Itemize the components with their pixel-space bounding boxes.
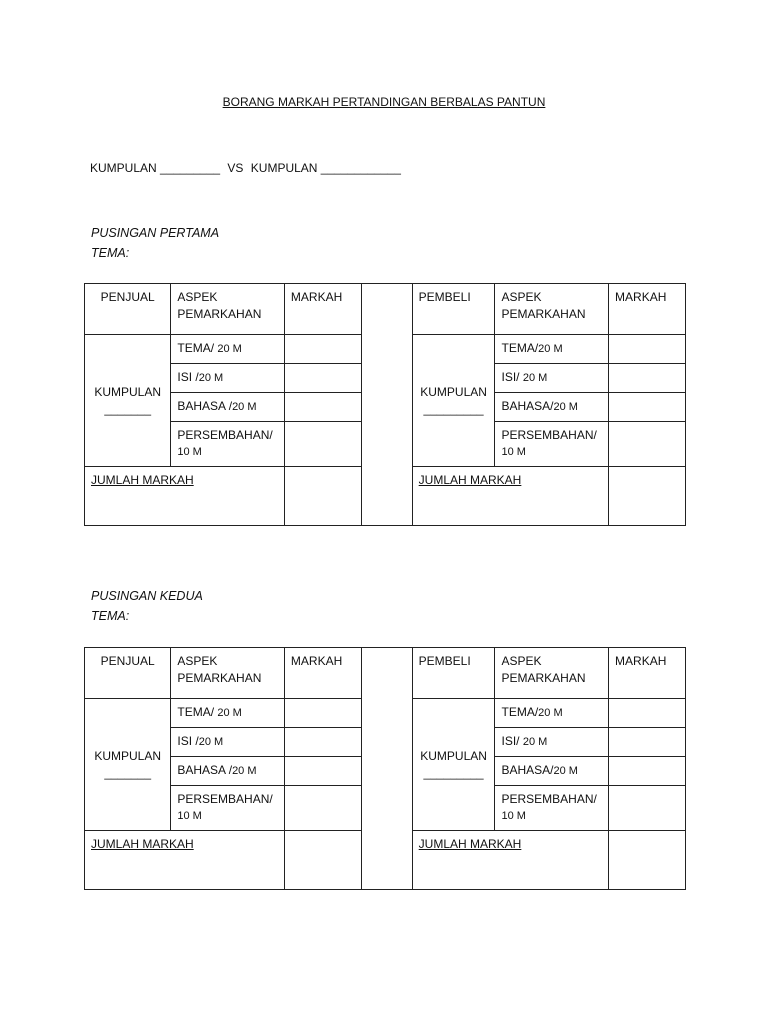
mark-cell[interactable]: [284, 699, 361, 728]
group-cell-left: KUMPULAN _______: [85, 335, 171, 467]
group-cell-right: KUMPULAN _________: [412, 335, 495, 467]
round-1-tema: TEMA:: [91, 246, 130, 260]
aspect-cell: BAHASA /20 M: [171, 757, 285, 786]
aspect-cell: TEMA/ 20 M: [171, 699, 285, 728]
aspect-cell: ISI /20 M: [171, 364, 285, 393]
round-1-score-table: [84, 283, 686, 526]
team-a-label: KUMPULAN _________: [90, 161, 221, 175]
aspect-cell: TEMA/20 M: [495, 699, 609, 728]
pembeli-header: PEMBELI: [412, 284, 495, 335]
mark-cell[interactable]: [284, 786, 361, 831]
aspect-cell: TEMA/20 M: [495, 335, 609, 364]
table-header-row: [85, 284, 686, 335]
round-2-label: PUSINGAN KEDUA: [91, 589, 203, 603]
aspect-cell: BAHASA/20 M: [495, 757, 609, 786]
aspect-header: ASPEK PEMARKAHAN: [495, 648, 609, 699]
round-2-score-table: [84, 647, 686, 890]
aspect-header: ASPEK PEMARKAHAN: [171, 284, 285, 335]
aspect-cell: PERSEMBAHAN/ 10 M: [171, 422, 285, 467]
total-mark-cell[interactable]: [284, 831, 361, 890]
mark-cell[interactable]: [609, 364, 686, 393]
total-mark-cell[interactable]: [609, 467, 686, 526]
mark-header: MARKAH: [609, 284, 686, 335]
aspect-cell: ISI /20 M: [171, 728, 285, 757]
round-2-heading: [91, 586, 203, 626]
mark-cell[interactable]: [609, 786, 686, 831]
aspect-cell: TEMA/ 20 M: [171, 335, 285, 364]
aspect-cell: BAHASA/20 M: [495, 393, 609, 422]
mark-cell[interactable]: [284, 422, 361, 467]
pembeli-header: PEMBELI: [412, 648, 495, 699]
mark-cell[interactable]: [609, 335, 686, 364]
mark-cell[interactable]: [284, 393, 361, 422]
mark-cell[interactable]: [609, 699, 686, 728]
total-label: JUMLAH MARKAH: [85, 831, 285, 890]
mark-cell[interactable]: [284, 728, 361, 757]
divider-column: [361, 284, 412, 526]
penjual-header: PENJUAL: [85, 284, 171, 335]
aspect-cell: PERSEMBAHAN/ 10 M: [171, 786, 285, 831]
page-title: BORANG MARKAH PERTANDINGAN BERBALAS PANTUN: [222, 95, 546, 109]
vs-label: VS: [227, 161, 244, 175]
total-label: JUMLAH MARKAH: [412, 467, 608, 526]
total-mark-cell[interactable]: [609, 831, 686, 890]
total-label: JUMLAH MARKAH: [412, 831, 608, 890]
round-1-heading: [91, 223, 219, 263]
aspect-header: ASPEK PEMARKAHAN: [495, 284, 609, 335]
group-cell-left: KUMPULAN _______: [85, 699, 171, 831]
aspect-cell: ISI/ 20 M: [495, 728, 609, 757]
aspect-cell: ISI/ 20 M: [495, 364, 609, 393]
mark-cell[interactable]: [284, 757, 361, 786]
aspect-header: ASPEK PEMARKAHAN: [171, 648, 285, 699]
table-header-row: [85, 648, 686, 699]
mark-cell[interactable]: [284, 335, 361, 364]
mark-cell[interactable]: [609, 393, 686, 422]
round-1-label: PUSINGAN PERTAMA: [91, 226, 220, 240]
penjual-header: PENJUAL: [85, 648, 171, 699]
aspect-cell: PERSEMBAHAN/ 10 M: [495, 422, 609, 467]
mark-cell[interactable]: [609, 422, 686, 467]
group-cell-right: KUMPULAN _________: [412, 699, 495, 831]
aspect-cell: BAHASA /20 M: [171, 393, 285, 422]
round-2-tema: TEMA:: [91, 609, 130, 623]
aspect-cell: PERSEMBAHAN/ 10 M: [495, 786, 609, 831]
mark-header: MARKAH: [609, 648, 686, 699]
mark-cell[interactable]: [609, 728, 686, 757]
mark-cell[interactable]: [284, 364, 361, 393]
total-mark-cell[interactable]: [284, 467, 361, 526]
team-b-label: KUMPULAN ____________: [250, 161, 401, 175]
teams-line: [90, 161, 405, 175]
mark-header: MARKAH: [284, 284, 361, 335]
divider-column: [361, 648, 412, 890]
mark-cell[interactable]: [609, 757, 686, 786]
mark-header: MARKAH: [284, 648, 361, 699]
total-label: JUMLAH MARKAH: [85, 467, 285, 526]
